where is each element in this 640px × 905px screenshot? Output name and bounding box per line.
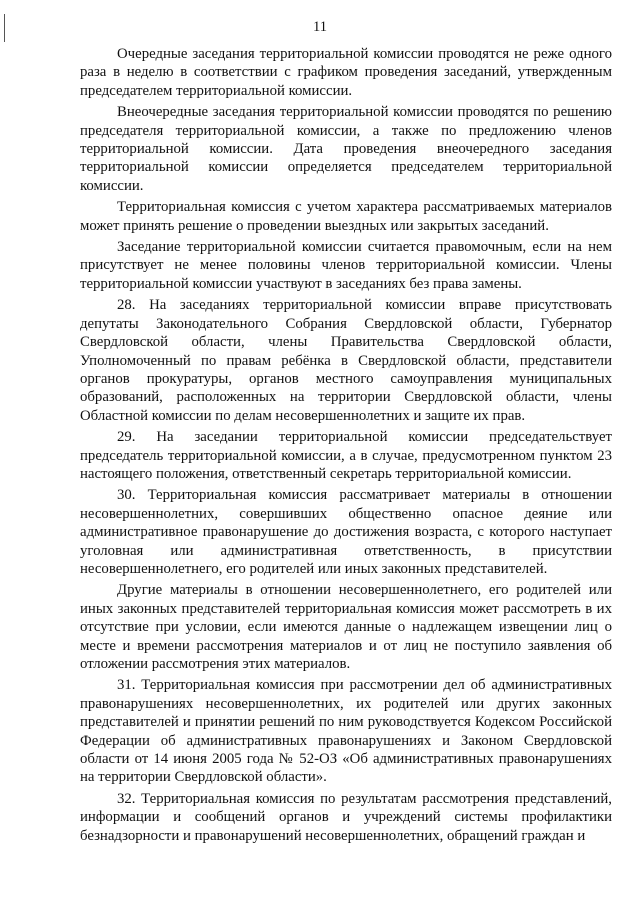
- paragraph-regular-sessions: Очередные заседания территориальной комиссии проводятся не реже одного раза в неделю в соответствии с графиком проведения заседаний, утвержденным председателем территориальной комиссии.: [80, 46, 612, 99]
- document-body: [80, 45, 612, 848]
- paragraph-other-materials: Другие материалы в отношении несовершеннолетнего, его родителей или иных законных представителей территориальная комиссия может рассмотреть в их отсутствие при условии, если имеются данные о надлежащем извещении лиц о месте и времени рассмотрения материалов и от лиц не поступило заявления об отложении рассмотрения этих материалов.: [80, 582, 612, 672]
- page-number: 11: [313, 19, 327, 35]
- paragraph-item-29: 29. На заседании территориальной комиссии председательствует председатель территориальной комиссии, а в случае, предусмотренном пунктом 23 настоящего положения, ответственный секретарь территориальной комиссии.: [80, 429, 612, 482]
- paragraph-extraordinary-sessions: Внеочередные заседания территориальной комиссии проводятся по решению председателя территориальной комиссии, а также по предложению членов территориальной комиссии. Дата проведения внеочередного заседания территориальной комиссии определяется председателем территориальной комиссии.: [80, 104, 612, 194]
- paragraph-quorum: Заседание территориальной комиссии считается правомочным, если на нем присутствует не менее половины членов территориальной комиссии. Члены территориальной комиссии участвуют в заседаниях без права замены.: [80, 239, 612, 292]
- paragraph-item-32: 32. Территориальная комиссия по результатам рассмотрения представлений, информации и сообщений органов и учреждений системы профилактики безнадзорности и правонарушений несовершеннолетних, обращений граждан и: [80, 790, 612, 844]
- paragraph-closed-sessions: Территориальная комиссия с учетом характера рассматриваемых материалов может принять решение о проведении выездных или закрытых заседаний.: [80, 199, 612, 234]
- paragraph-item-28: 28. На заседаниях территориальной комиссии вправе присутствовать депутаты Законодательного Собрания Свердловской области, Губернатор Свердловской области, члены Правительства Свердловской области, Уполномоченный по правам ребёнка в Свердловской области, представители органов прокуратуры, органов местного самоуправления муниципальных образований, расположенных на территории Свердловской области, члены Областной комиссии по делам несовершеннолетних и защите их прав.: [80, 297, 612, 424]
- paragraph-item-30: 30. Территориальная комиссия рассматривает материалы в отношении несовершеннолетних, совершивших общественно опасное деяние или административное правонарушение до достижения возраста, с которого наступает уголовная или административная ответственность, в присутствии несовершеннолетнего, его родителей или иных законных представителей.: [80, 487, 612, 577]
- paragraph-item-31: 31. Территориальная комиссия при рассмотрении дел об административных правонарушениях несовершеннолетних, их родителей или других законных представителей и принятии решений по ним руководствуется Кодексом Российской Федерации об административных правонарушениях и Законом Свердловской области от 14 июня 2005 года № 52-ОЗ «Об административных правонарушениях на территории Свердловской области».: [80, 677, 612, 786]
